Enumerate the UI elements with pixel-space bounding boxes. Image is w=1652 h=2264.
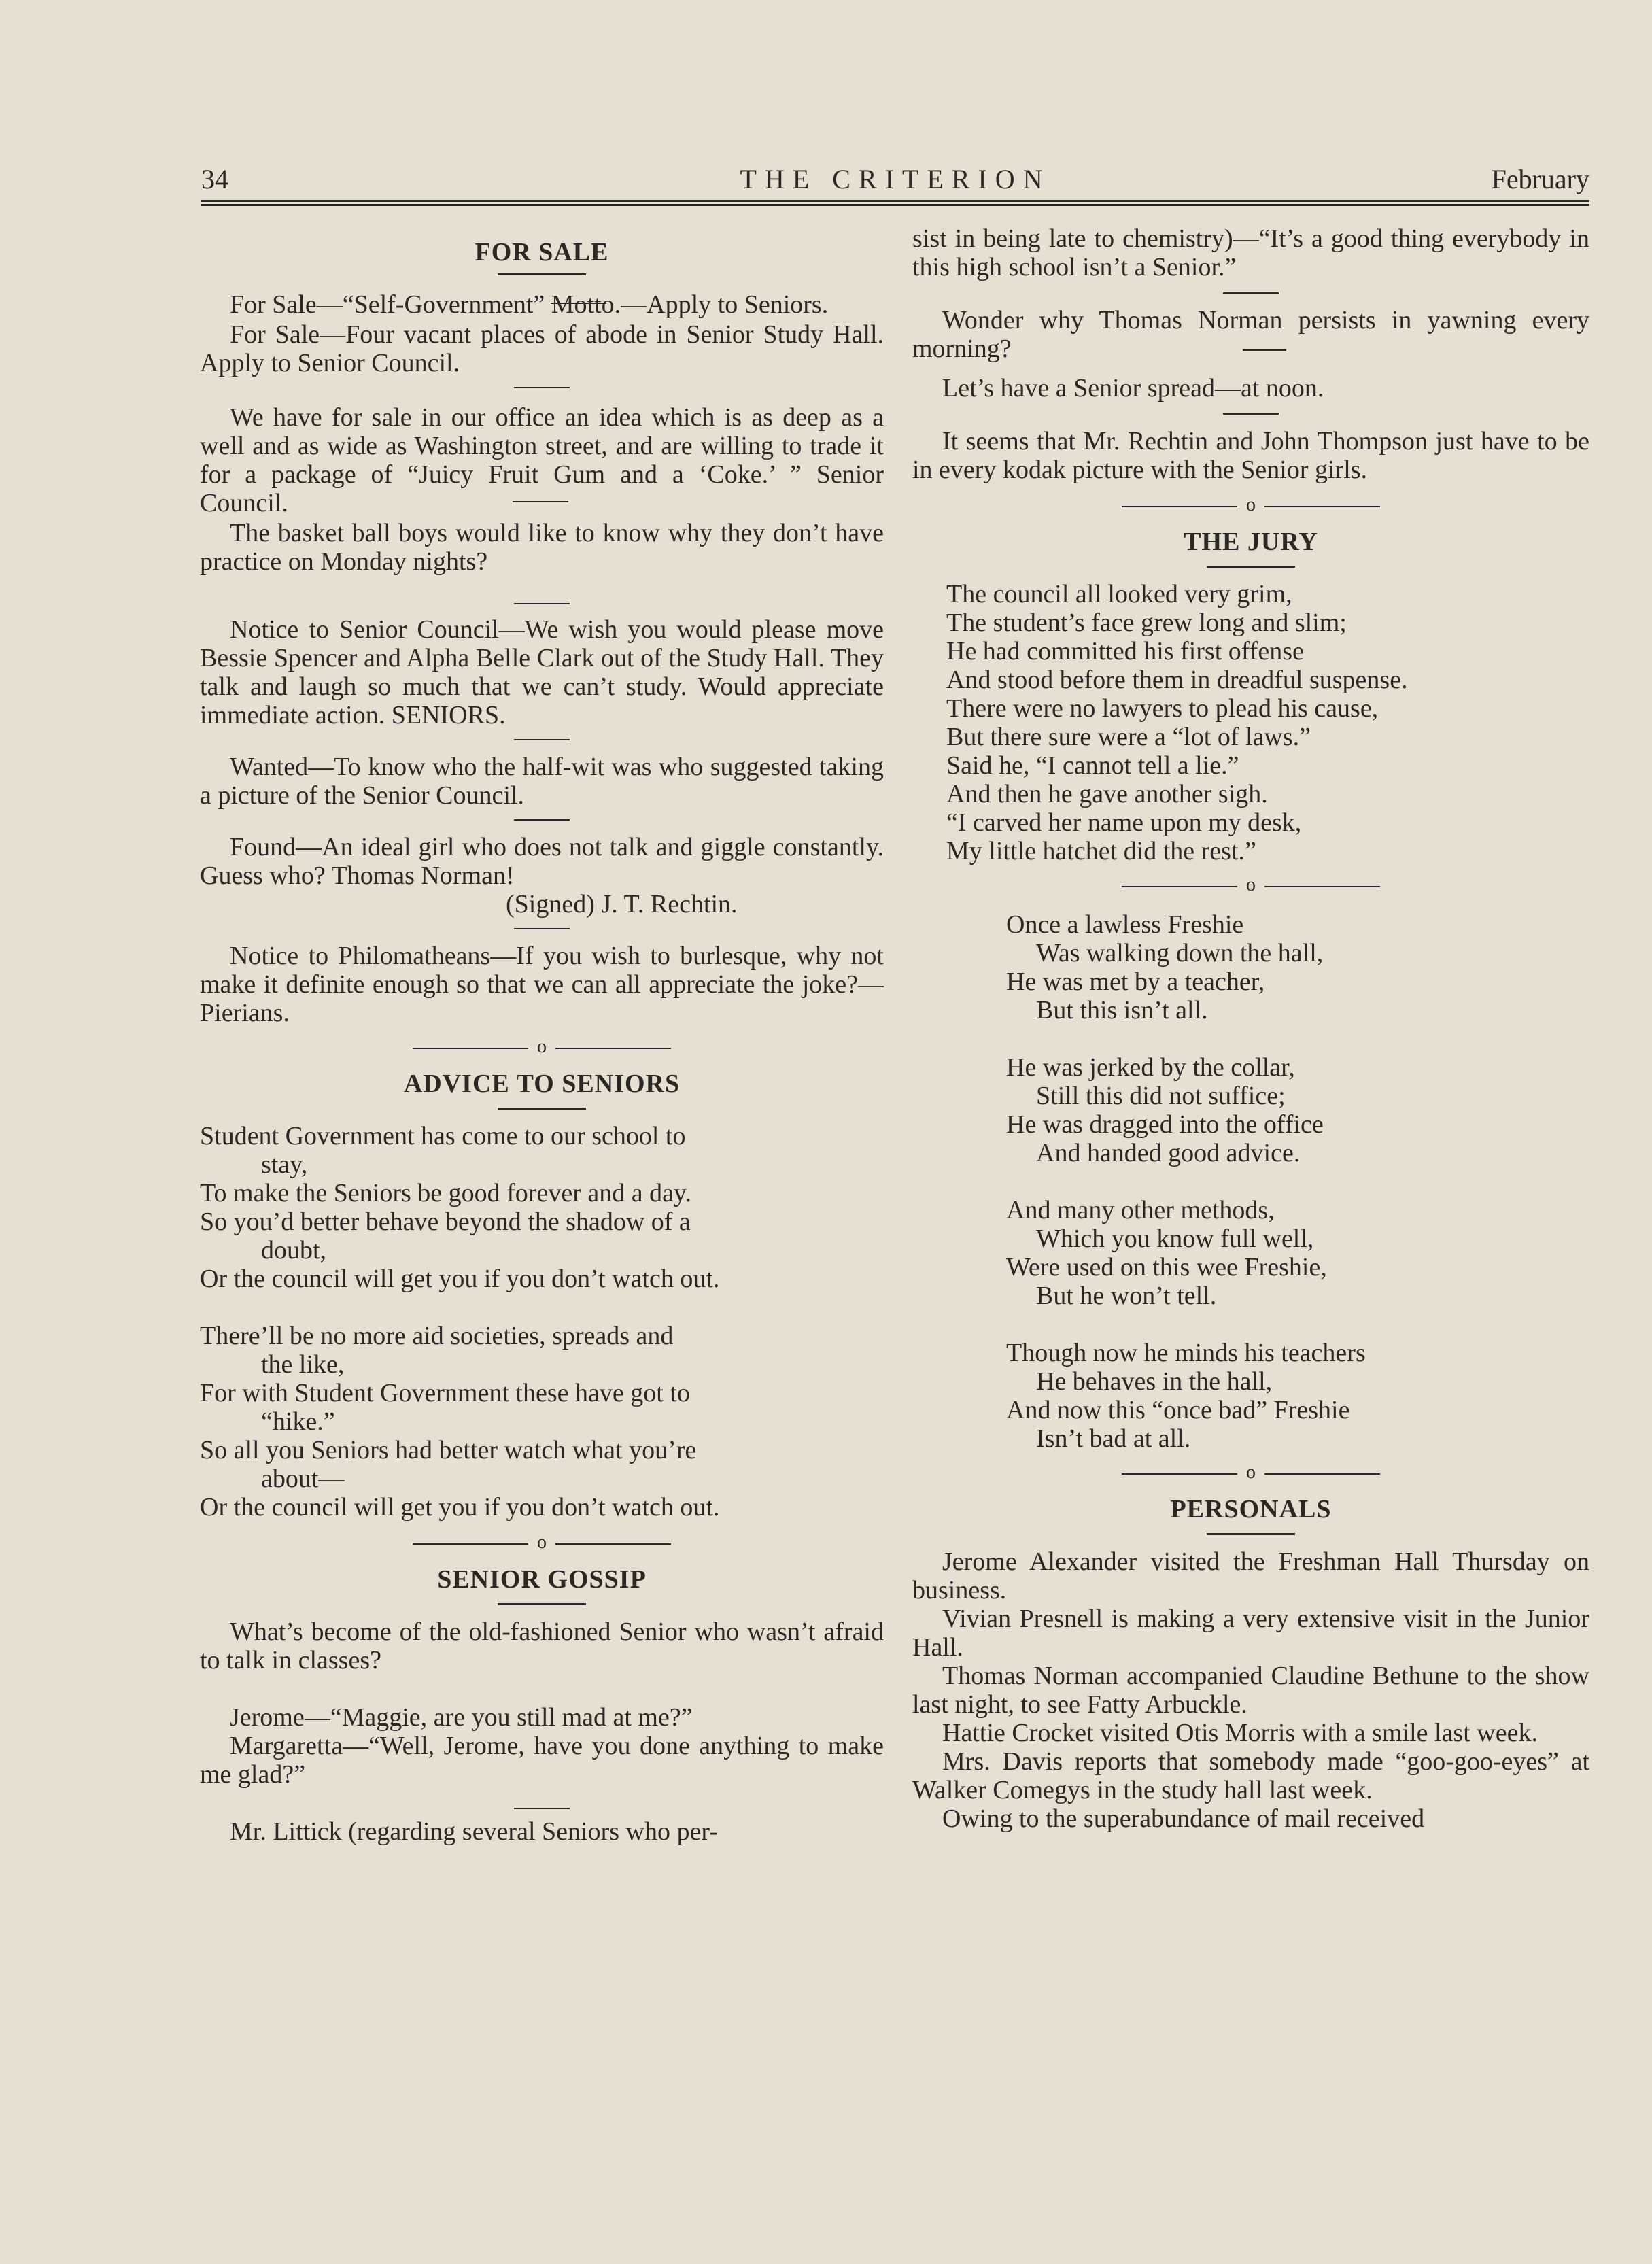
poem-stanza <box>200 1322 884 1522</box>
paragraph: It seems that Mr. Rechtin and John Thompson just have to be in every kodak picture with the Senior girls. <box>912 427 1589 484</box>
personal-item: Hattie Crocket visited Otis Morris with a smile last week. <box>942 1719 1538 1747</box>
dialogue-line: Margaretta—“Well, Jerome, have you done anything to make me glad?” <box>200 1732 884 1789</box>
poem-line: The council all looked very grim, <box>946 580 1292 608</box>
poem-line: Or the council will get you if you don’t watch out. <box>200 1265 720 1293</box>
right-column <box>912 224 1589 1833</box>
heading-rule <box>1207 1533 1295 1535</box>
poem-line-continuation: stay, <box>261 1150 308 1179</box>
poem-stanza <box>1006 1053 1589 1167</box>
poem-line: So you’d better behave beyond the shadow of a <box>200 1207 691 1236</box>
poem-line: For with Student Government these have got to <box>200 1379 690 1407</box>
poem-line: He behaves in the hall, <box>1036 1367 1273 1396</box>
running-header <box>201 160 1589 197</box>
poem-line-continuation: doubt, <box>261 1236 327 1265</box>
poem-line: Isn’t bad at all. <box>1036 1424 1191 1453</box>
poem-line: To make the Seniors be good forever and a day. <box>200 1179 691 1207</box>
poem-stanza <box>1006 1339 1589 1453</box>
poem-line-continuation: about— <box>261 1464 345 1493</box>
poem-stanza <box>200 1122 884 1293</box>
personals-list <box>912 1547 1589 1833</box>
heading-rule <box>498 1603 586 1605</box>
paragraph: For Sale—“Self-Government” Motto.—Apply to Seniors. <box>230 290 829 319</box>
poem-line: He had committed his first offense <box>946 637 1304 666</box>
poem-stanza <box>1006 910 1589 1025</box>
heading-advice-to-seniors: ADVICE TO SENIORS <box>403 1069 681 1098</box>
separator <box>514 1808 570 1809</box>
poem-line: “I carved her name upon my desk, <box>946 808 1302 837</box>
personal-item: Mrs. Davis reports that somebody made “goo-goo-eyes” at Walker Comegys in the study hall last week. <box>912 1747 1589 1804</box>
poem-line-continuation: the like, <box>261 1350 345 1379</box>
poem-line: There’ll be no more aid societies, spreads and <box>200 1322 674 1350</box>
poem-the-jury <box>946 580 1589 865</box>
poem-line: Or the council will get you if you don’t watch out. <box>200 1493 720 1522</box>
section-divider: o <box>1122 1462 1380 1483</box>
poem-line: My little hatchet did the rest.” <box>946 837 1256 865</box>
section-divider: o <box>1122 875 1380 895</box>
poem-stanza <box>1006 1196 1589 1310</box>
personal-item: Vivian Presnell is making a very extensive visit in the Junior Hall. <box>912 1605 1589 1662</box>
heading-the-jury: THE JURY <box>1184 528 1318 556</box>
separator <box>514 928 570 929</box>
issue-month: February <box>1491 164 1589 194</box>
paragraph: We have for sale in our office an idea which is as deep as a well and as wide as Washington street, and are willing to trade it for a package of “Juicy Fruit Gum and a ‘Coke.’ ” Senior Council. <box>200 403 884 517</box>
poem-line: Which you know full well, <box>1036 1224 1314 1253</box>
page-number: 34 <box>201 164 228 194</box>
poem-line: Was walking down the hall, <box>1036 939 1324 967</box>
heading-rule <box>1207 566 1295 568</box>
poem-line: And handed good advice. <box>1036 1139 1301 1167</box>
heading-rule <box>498 1108 586 1110</box>
poem-line-continuation: “hike.” <box>261 1407 335 1436</box>
paragraph: The basket ball boys would like to know why they don’t have practice on Monday nights? <box>200 519 884 576</box>
section-divider: o <box>413 1037 671 1057</box>
separator <box>1223 292 1279 294</box>
personal-item: Jerome Alexander visited the Freshman Hall Thursday on business. <box>912 1547 1589 1605</box>
dialogue-line: Jerome—“Maggie, are you still mad at me?” <box>230 1703 693 1732</box>
poem-line: He was met by a teacher, <box>1006 967 1265 996</box>
poem-line: But there sure were a “lot of laws.” <box>946 723 1311 751</box>
poem-line: And stood before them in dreadful suspense. <box>946 666 1408 694</box>
poem-line: Said he, “I cannot tell a lie.” <box>946 751 1239 780</box>
poem-line: He was jerked by the collar, <box>1006 1053 1295 1082</box>
paragraph: For Sale—Four vacant places of abode in Senior Study Hall. Apply to Senior Council. <box>200 320 884 377</box>
poem-line: The student’s face grew long and slim; <box>946 608 1347 637</box>
poem-line: Student Government has come to our school to <box>200 1122 686 1150</box>
personal-item: Thomas Norman accompanied Claudine Bethune to the show last night, to see Fatty Arbuckle. <box>912 1662 1589 1719</box>
publication-title: THE CRITERION <box>740 164 1051 194</box>
poem-line: But this isn’t all. <box>1036 996 1208 1025</box>
poem-line: Were used on this wee Freshie, <box>1006 1253 1327 1282</box>
poem-line: There were no lawyers to plead his cause, <box>946 694 1379 723</box>
signature-line: (Signed) J. T. Rechtin. <box>506 890 738 919</box>
heading-for-sale: FOR SALE <box>475 238 609 267</box>
personal-item: Owing to the superabundance of mail received <box>942 1804 1425 1833</box>
heading-personals: PERSONALS <box>1170 1495 1332 1524</box>
paragraph: What’s become of the old-fashioned Senior who wasn’t afraid to talk in classes? <box>200 1617 884 1675</box>
poem-line: And now this “once bad” Freshie <box>1006 1396 1350 1424</box>
separator <box>513 501 568 502</box>
paragraph: Wanted—To know who the half-wit was who suggested taking a picture of the Senior Council. <box>200 753 884 810</box>
paragraph: Found—An ideal girl who does not talk and giggle constantly. Guess who? Thomas Norman! <box>200 833 884 890</box>
paragraph: Notice to Philomatheans—If you wish to burlesque, why not make it definite enough so that we can all appreciate the joke?—Pierians. <box>200 942 884 1027</box>
poem-line: And many other methods, <box>1006 1196 1275 1224</box>
section-divider: o <box>413 1532 671 1553</box>
poem-line: Once a lawless Freshie <box>1006 910 1244 939</box>
separator <box>514 387 570 388</box>
separator <box>1223 413 1279 415</box>
poem-line: So all you Seniors had better watch what you’re <box>200 1436 697 1464</box>
poem-line: But he won’t tell. <box>1036 1282 1217 1310</box>
section-divider: o <box>1122 495 1380 515</box>
poem-freshie <box>1006 910 1589 1453</box>
separator <box>1243 349 1286 351</box>
poem-line: Though now he minds his teachers <box>1006 1339 1366 1367</box>
paragraph: Wonder why Thomas Norman persists in yawning every morning? <box>912 306 1589 363</box>
paragraph: Let’s have a Senior spread—at noon. <box>942 374 1324 402</box>
separator <box>514 819 570 821</box>
separator <box>514 739 570 740</box>
header-rule <box>201 200 1589 206</box>
paragraph: Mr. Littick (regarding several Seniors who per- <box>230 1817 718 1846</box>
left-column <box>200 224 884 1846</box>
separator <box>514 603 570 604</box>
poem-line: Still this did not suffice; <box>1036 1082 1286 1110</box>
poem-line: He was dragged into the office <box>1006 1110 1324 1139</box>
poem-line: And then he gave another sigh. <box>946 780 1268 808</box>
paragraph: Notice to Senior Council—We wish you would please move Bessie Spencer and Alpha Belle Clark out of the Study Hall. They talk and laugh so much that we can’t study. Would appreciate immediate action. SENIORS. <box>200 615 884 730</box>
heading-rule <box>498 273 586 275</box>
heading-senior-gossip: SENIOR GOSSIP <box>437 1565 647 1594</box>
paragraph: sist in being late to chemistry)—“It’s a good thing everybody in this high school isn’t a Senior.” <box>912 224 1589 281</box>
